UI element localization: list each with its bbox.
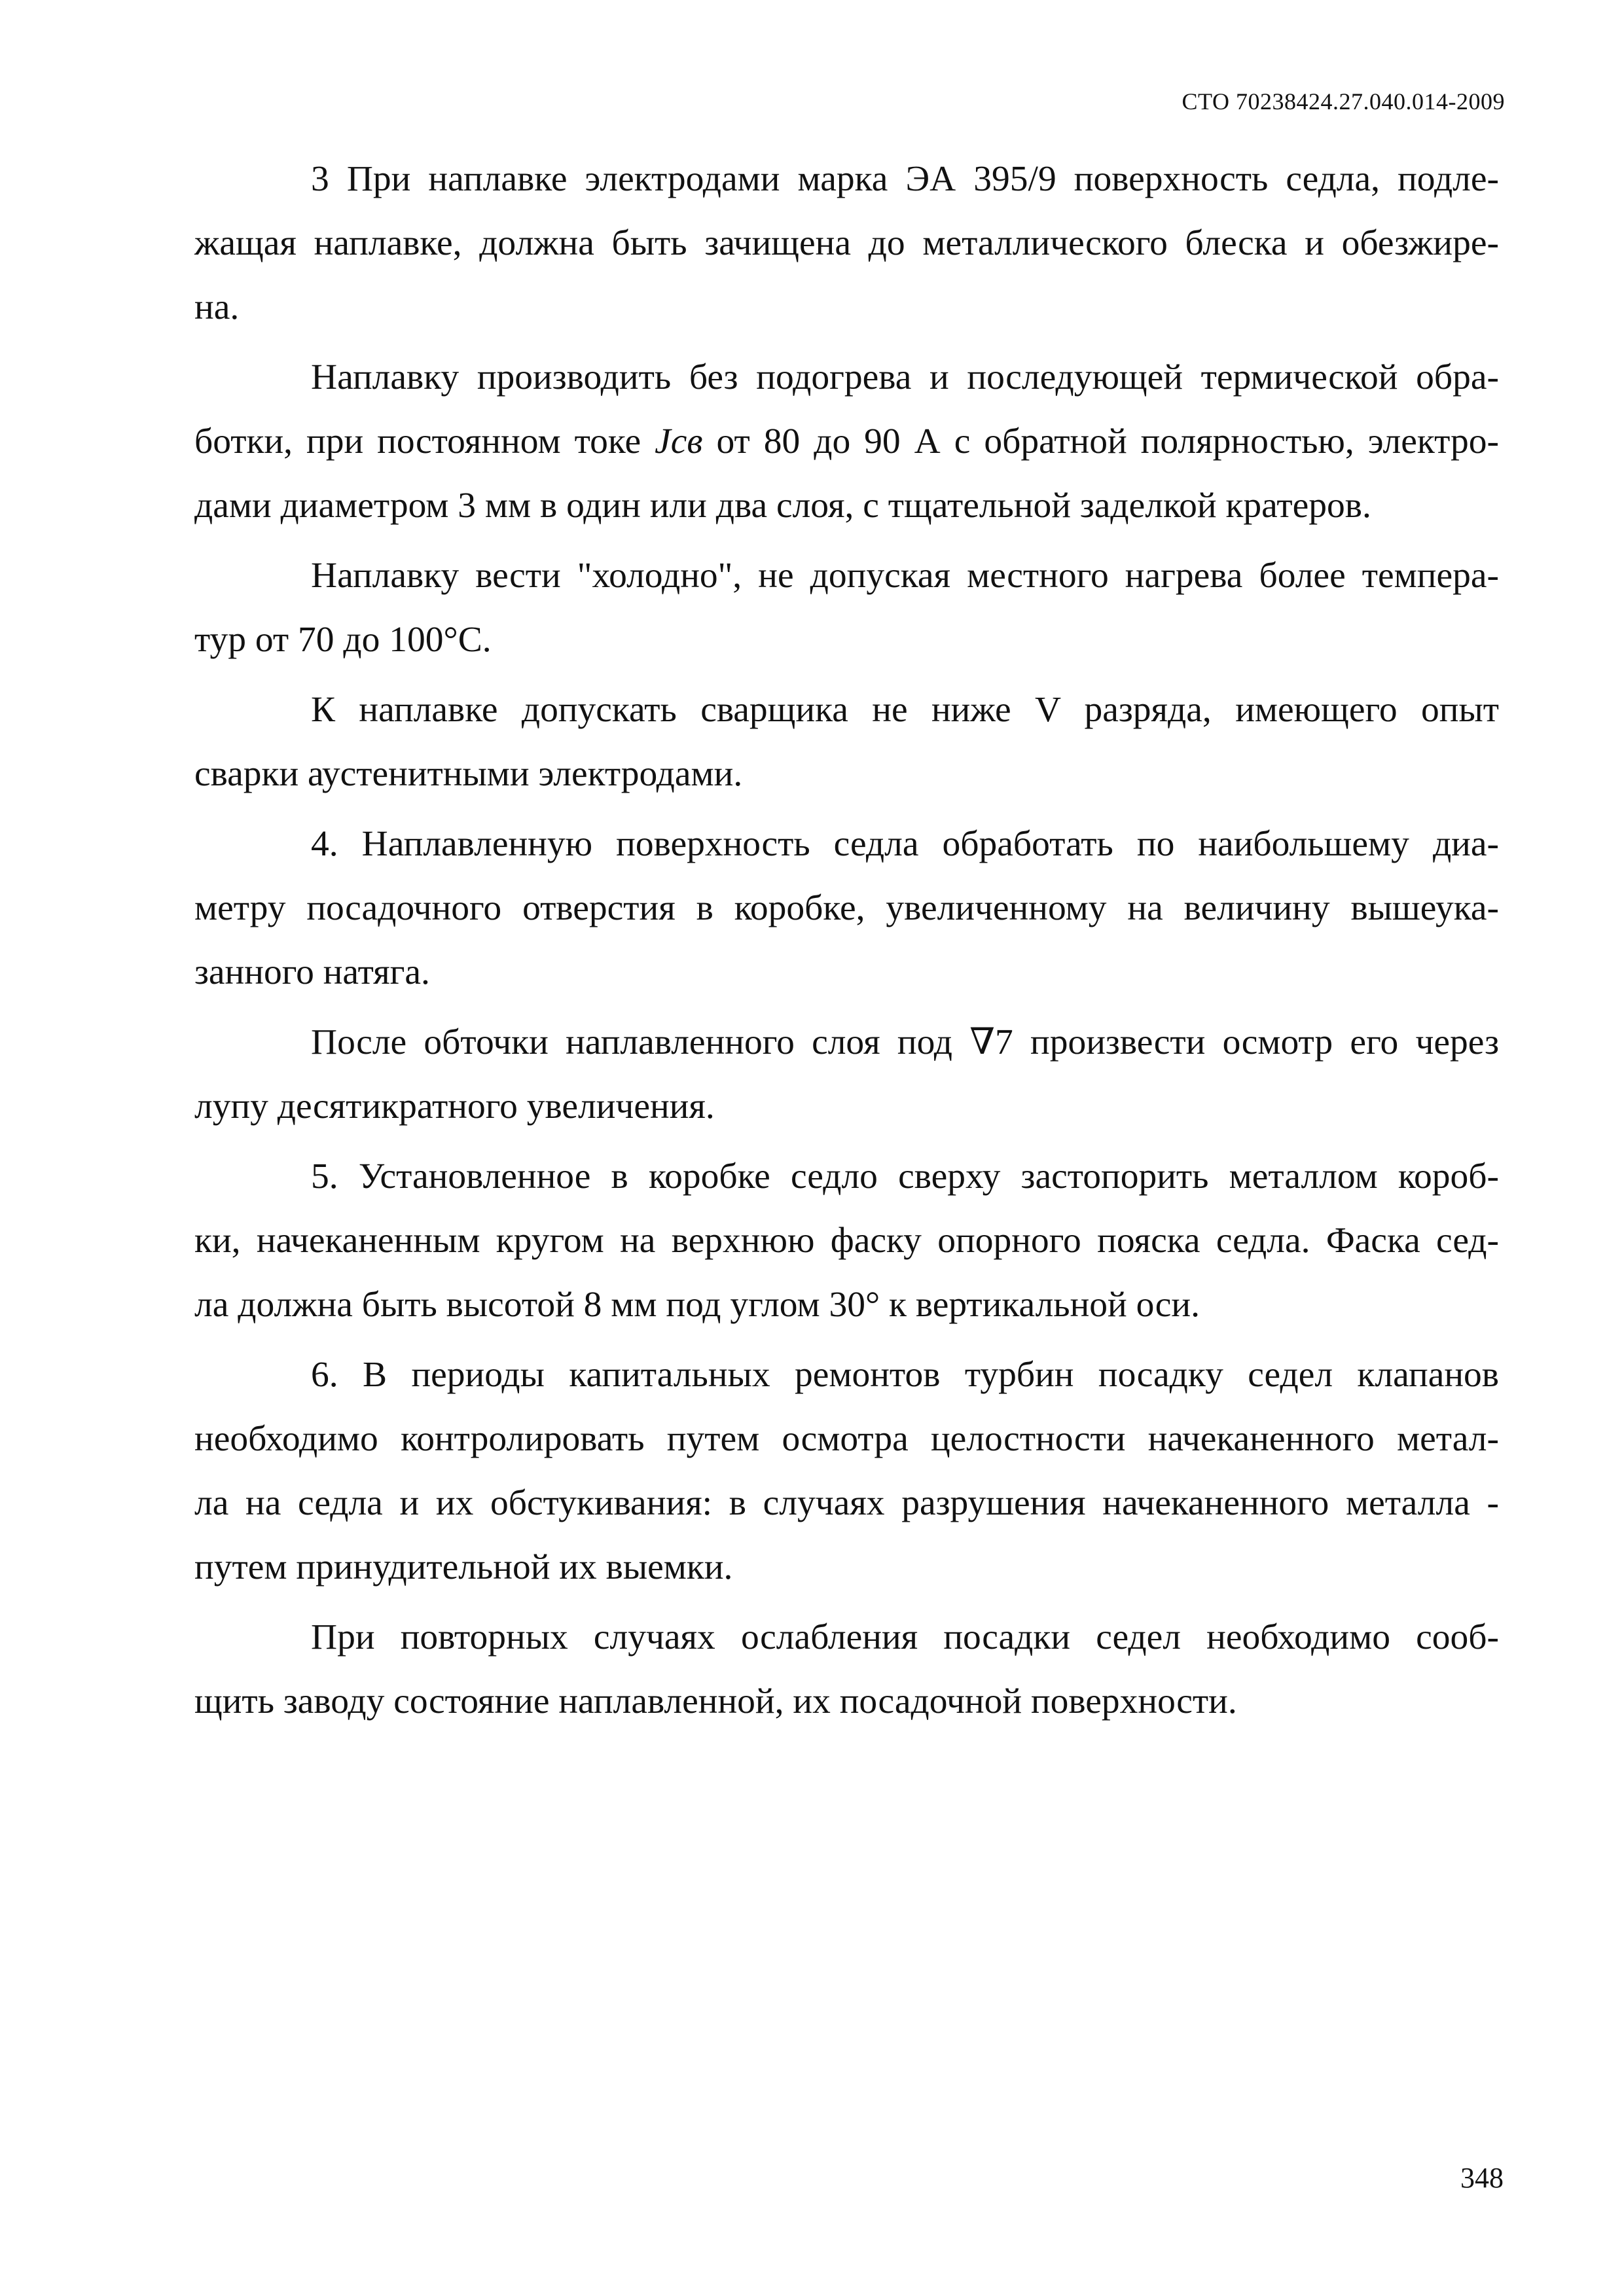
text-line: ла должна быть высотой 8 мм под углом 30° к вертикальной оси. — [194, 1285, 1200, 1325]
text-line: Наплавку производить без подогрева и последующей термической обра- — [311, 357, 1499, 397]
text-line: необходимо контролировать путем осмотра целостности начеканенного метал- — [194, 1419, 1499, 1459]
text-line: путем принудительной их выемки. — [194, 1547, 733, 1587]
paragraph-repeated-loosening — [194, 1605, 1499, 1734]
text-line: 5. Установленное в коробке седло сверху застопорить металлом короб- — [311, 1157, 1499, 1196]
text-line: тур от 70 до 100°С. — [194, 620, 492, 660]
text-line: метру посадочного отверстия в коробке, увеличенному на величину вышеука- — [194, 888, 1499, 928]
text-line: лупу десятикратного увеличения. — [194, 1086, 715, 1126]
text-line: жащая наплавке, должна быть зачищена до металлического блеска и обезжире- — [194, 223, 1499, 263]
paragraph-welding-mode — [194, 346, 1499, 538]
document-body — [194, 147, 1499, 1740]
text-line: ла на седла и их обстукивания: в случаях разрушения начеканенного металла - — [194, 1483, 1499, 1523]
text-line: дами диаметром 3 мм в один или два слоя, с тщательной заделкой кратеров. — [194, 486, 1371, 526]
text-segment: ботки, при постоянном токе — [194, 422, 641, 461]
text-line: щить заводу состояние наплавленной, их посадочной поверхности. — [194, 1681, 1237, 1721]
paragraph-item-6-overhaul-control — [194, 1343, 1499, 1600]
paragraph-welder-qualification — [194, 678, 1499, 806]
paragraph-surface-preparation — [194, 147, 1499, 340]
paragraph-cold-welding — [194, 544, 1499, 672]
text-line: После обточки наплавленного слоя под ∇7 произвести осмотр его через — [311, 1022, 1499, 1062]
text-line: занного натяга. — [194, 952, 430, 992]
text-line: Наплавку вести "холодно", не допуская местного нагрева более темпера- — [311, 556, 1499, 596]
page-number: 348 — [1460, 2162, 1504, 2194]
document-code-header: СТО 70238424.27.040.014-2009 — [1182, 88, 1505, 115]
text-line: При повторных случаях ослабления посадки седел необходимо сооб- — [311, 1617, 1499, 1657]
paragraph-item-5-locking — [194, 1145, 1499, 1337]
text-segment: от 80 до 90 А с обратной полярностью, электро- — [716, 422, 1500, 461]
welding-current-symbol: Jсв — [655, 422, 703, 461]
text-line: ки, начеканенным кругом на верхнюю фаску опорного пояска седла. Фаска сед- — [194, 1221, 1499, 1261]
text-line: 4. Наплавленную поверхность седла обработать по наибольшему диа- — [311, 824, 1499, 864]
paragraph-item-4-machining — [194, 812, 1499, 1005]
text-line: 3 При наплавке электродами марка ЭА 395/9 поверхность седла, подле- — [311, 159, 1499, 199]
text-line: 6. В периоды капитальных ремонтов турбин посадку седел клапанов — [311, 1355, 1499, 1395]
text-line: сварки аустенитными электродами. — [194, 754, 743, 794]
text-line-with-current-term — [194, 410, 1499, 474]
paragraph-inspection — [194, 1011, 1499, 1139]
text-line: К наплавке допускать сварщика не ниже V разряда, имеющего опыт — [311, 690, 1499, 730]
text-line: на. — [194, 287, 240, 327]
